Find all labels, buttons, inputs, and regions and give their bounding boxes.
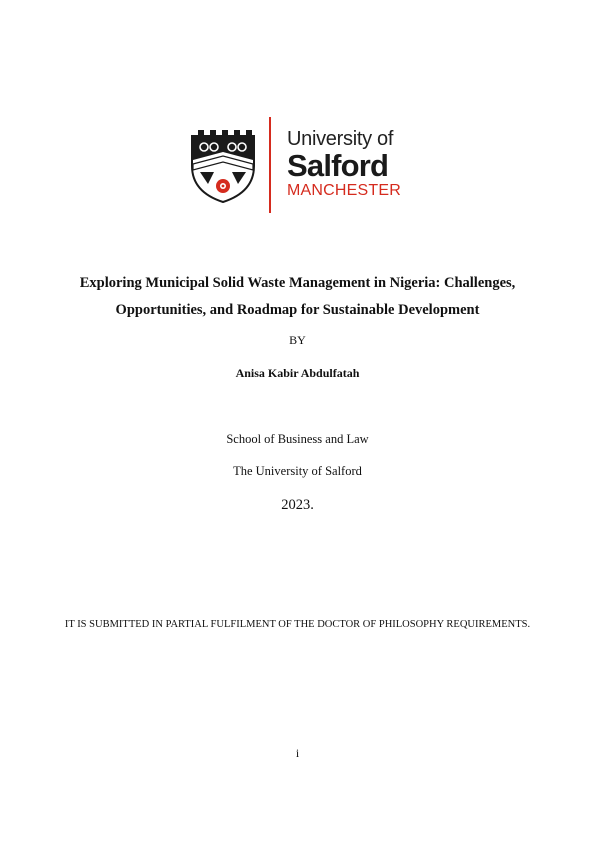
by-label: BY: [289, 333, 306, 347]
university-logo: [190, 116, 410, 214]
submission-year: 2023.: [281, 497, 314, 513]
logo-line-3: MANCHESTER: [287, 182, 402, 199]
logo-wordmark: [287, 128, 401, 201]
author-name: Anisa Kabir Abdulfatah: [235, 366, 360, 380]
logo-divider: [269, 117, 271, 213]
university-crest-icon: [190, 130, 256, 204]
logo-line-2: Salford: [287, 148, 389, 183]
logo-line-1: University of: [287, 128, 394, 150]
thesis-title: Exploring Municipal Solid Waste Management in Nigeria: Challenges, Opportunities, and Roadmap for Sustainable Development: [79, 275, 516, 318]
submission-statement: IT IS SUBMITTED IN PARTIAL FULFILMENT OF THE DOCTOR OF PHILOSOPHY REQUIREMENTS.: [64, 619, 531, 630]
school-name: School of Business and Law: [226, 432, 369, 446]
page-number: i: [295, 746, 300, 760]
university-name: The University of Salford: [233, 464, 362, 478]
